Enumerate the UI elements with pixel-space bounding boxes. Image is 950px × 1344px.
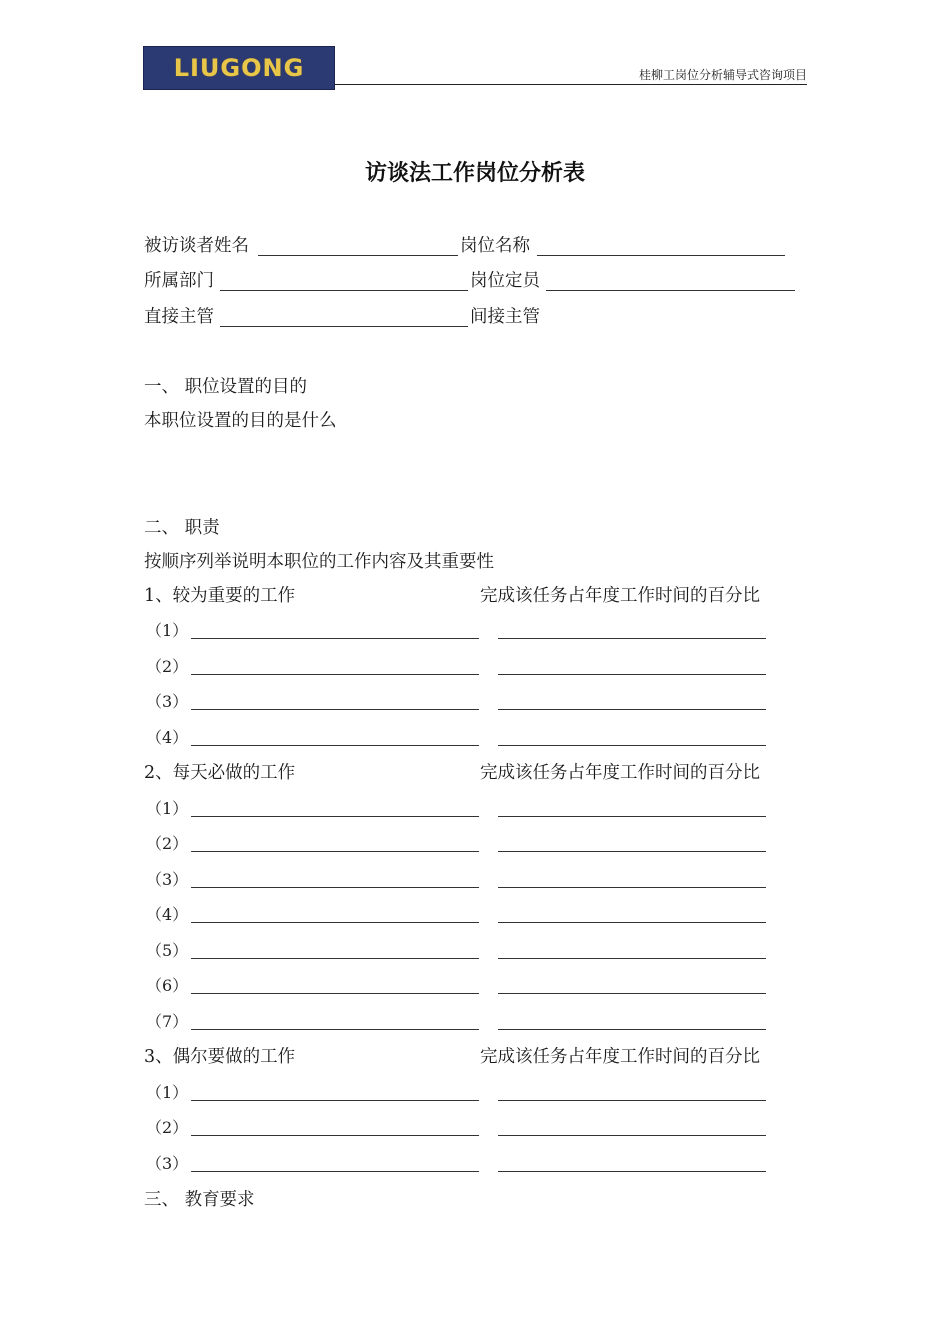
- duty-item-number: （3）: [146, 870, 189, 889]
- duty-pct-field[interactable]: [498, 958, 766, 959]
- duty-item-field[interactable]: [191, 887, 479, 888]
- section-purpose-heading: 一、 职位设置的目的: [144, 377, 308, 397]
- duty-item-number: （4）: [146, 905, 189, 924]
- duty-item-number: （2）: [146, 657, 189, 676]
- section-education-heading: 三、 教育要求: [144, 1190, 255, 1210]
- duty-pct-field[interactable]: [498, 993, 766, 994]
- project-label: 桂柳工岗位分析辅导式咨询项目: [638, 68, 807, 82]
- duty-pct-field[interactable]: [498, 1029, 766, 1030]
- duty-item-number: （1）: [146, 621, 189, 640]
- group-important-label: 1、较为重要的工作: [144, 586, 296, 606]
- group-important-pct-label: 完成该任务占年度工作时间的百分比: [480, 586, 760, 606]
- position-name-label: 岗位名称: [460, 236, 530, 256]
- headcount-label: 岗位定员: [470, 271, 540, 291]
- duty-pct-field[interactable]: [498, 816, 766, 817]
- group-daily-label: 2、每天必做的工作: [144, 763, 296, 783]
- duty-item-field[interactable]: [191, 816, 479, 817]
- duty-item-field[interactable]: [191, 1029, 479, 1030]
- duty-pct-field[interactable]: [498, 887, 766, 888]
- department-label: 所属部门: [144, 271, 214, 291]
- duty-item-field[interactable]: [191, 851, 479, 852]
- duty-item-field[interactable]: [191, 922, 479, 923]
- duty-item-number: （1）: [146, 799, 189, 818]
- liugong-logo: [143, 46, 335, 90]
- duty-item-field[interactable]: [191, 638, 479, 639]
- duty-pct-field[interactable]: [498, 638, 766, 639]
- headcount-field[interactable]: [546, 290, 795, 291]
- indirect-supervisor-label: 间接主管: [470, 307, 540, 327]
- duty-item-field[interactable]: [191, 674, 479, 675]
- direct-supervisor-label: 直接主管: [144, 307, 214, 327]
- duty-item-field[interactable]: [191, 745, 479, 746]
- interviewee-name-label: 被访谈者姓名: [144, 236, 249, 256]
- position-name-field[interactable]: [537, 255, 785, 256]
- duty-pct-field[interactable]: [498, 1171, 766, 1172]
- duty-item-number: （3）: [146, 692, 189, 711]
- section-duties-instruction: 按顺序列举说明本职位的工作内容及其重要性: [144, 552, 494, 572]
- duty-item-number: （3）: [146, 1154, 189, 1173]
- duty-pct-field[interactable]: [498, 1100, 766, 1101]
- group-occasional-pct-label: 完成该任务占年度工作时间的百分比: [480, 1047, 760, 1067]
- header-rule: [335, 84, 807, 85]
- duty-item-number: （7）: [146, 1012, 189, 1031]
- duty-pct-field[interactable]: [498, 745, 766, 746]
- duty-item-field[interactable]: [191, 993, 479, 994]
- duty-item-field[interactable]: [191, 958, 479, 959]
- duty-item-field[interactable]: [191, 709, 479, 710]
- duty-item-field[interactable]: [191, 1100, 479, 1101]
- interviewee-name-field[interactable]: [258, 255, 458, 256]
- duty-item-number: （2）: [146, 1118, 189, 1137]
- direct-supervisor-field[interactable]: [220, 326, 468, 327]
- duty-item-number: （1）: [146, 1083, 189, 1102]
- duty-pct-field[interactable]: [498, 922, 766, 923]
- logo-text: LIUGONG: [173, 54, 305, 82]
- duty-item-field[interactable]: [191, 1135, 479, 1136]
- duty-item-number: （2）: [146, 834, 189, 853]
- duty-pct-field[interactable]: [498, 674, 766, 675]
- duty-item-field[interactable]: [191, 1171, 479, 1172]
- section-duties-heading: 二、 职责: [144, 518, 220, 538]
- department-field[interactable]: [220, 290, 468, 291]
- group-daily-pct-label: 完成该任务占年度工作时间的百分比: [480, 763, 760, 783]
- page-title: 访谈法工作岗位分析表: [364, 161, 585, 186]
- group-occasional-label: 3、偶尔要做的工作: [144, 1047, 296, 1067]
- duty-item-number: （4）: [146, 728, 189, 747]
- duty-pct-field[interactable]: [498, 709, 766, 710]
- duty-item-number: （6）: [146, 976, 189, 995]
- duty-pct-field[interactable]: [498, 851, 766, 852]
- duty-item-number: （5）: [146, 941, 189, 960]
- section-purpose-question: 本职位设置的目的是什么: [144, 411, 337, 431]
- duty-pct-field[interactable]: [498, 1135, 766, 1136]
